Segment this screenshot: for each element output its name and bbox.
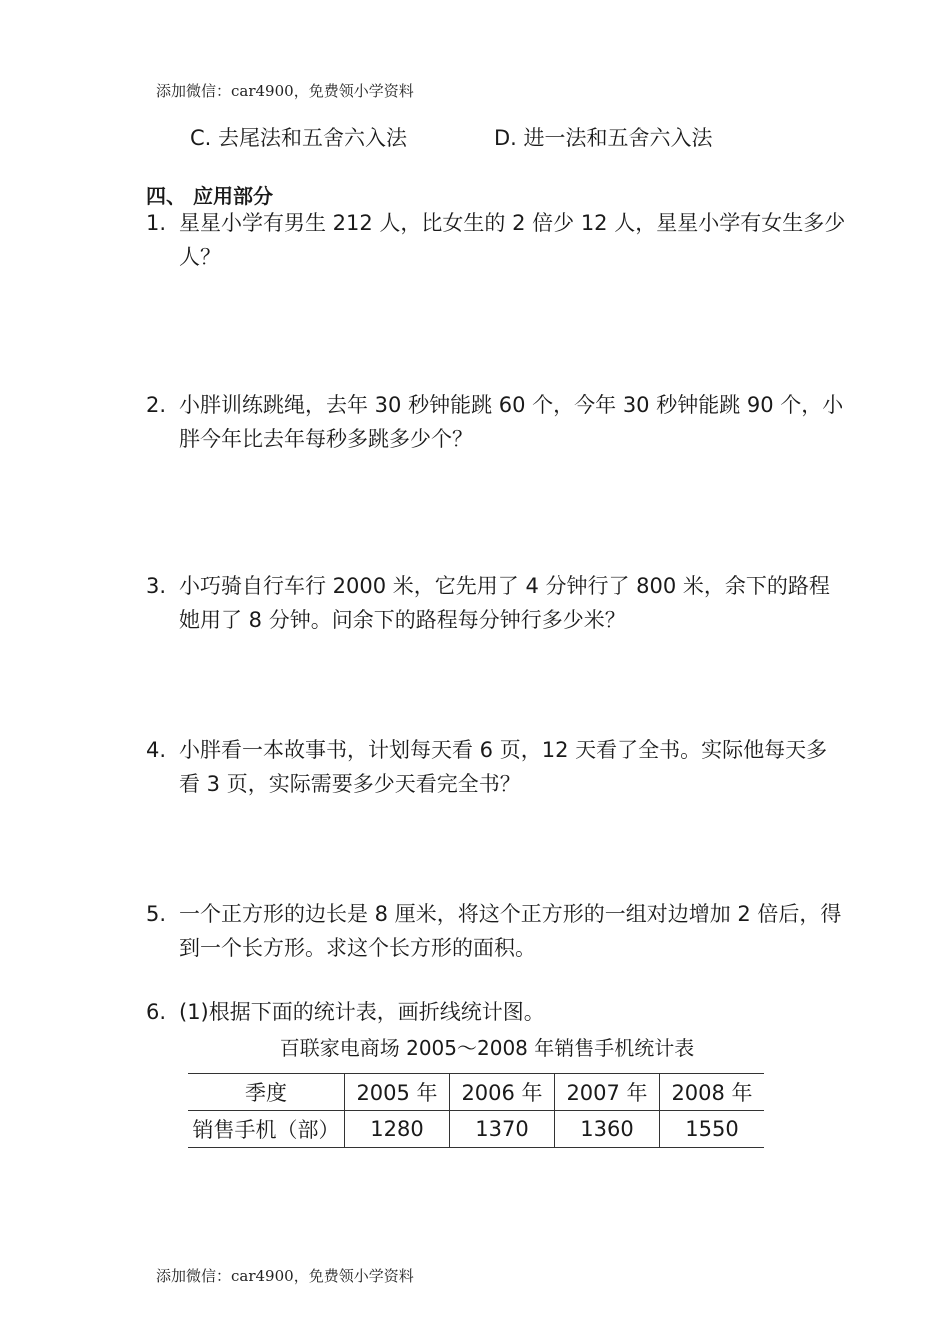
- question-number: 2.: [146, 393, 167, 417]
- value-cell: 1550: [660, 1111, 765, 1148]
- header-watermark-note: 添加微信：car4900，免费领小学资料: [156, 82, 414, 100]
- header-cell: 季度: [188, 1074, 345, 1111]
- question-number: 5.: [146, 902, 167, 926]
- sales-table: [188, 1073, 764, 1148]
- option-c: C. 去尾法和五舍六入法: [190, 126, 408, 150]
- question-text: 小巧骑自行车行 2000 米，它先用了 4 分钟行了 800 米，余下的路程她用了 8 分钟。问余下的路程每分钟行多少米？: [179, 574, 830, 632]
- row-label-cell: 销售手机（部）: [188, 1111, 345, 1148]
- question-4: [146, 733, 846, 801]
- value-cell: 1370: [450, 1111, 555, 1148]
- question-text: (1)根据下面的统计表，画折线统计图。: [179, 1000, 545, 1024]
- option-d: D. 进一法和五舍六入法: [494, 126, 713, 150]
- question-text: 小胖看一本故事书，计划每天看 6 页，12 天看了全书。实际他每天多看 3 页，实际需要多少天看完全书？: [179, 738, 828, 796]
- question-2: [146, 388, 846, 456]
- header-cell: 2006 年: [450, 1074, 555, 1111]
- question-3: [146, 569, 846, 637]
- footer-watermark-note: 添加微信：car4900，免费领小学资料: [156, 1267, 414, 1285]
- header-cell: 2008 年: [660, 1074, 765, 1111]
- section-title: 四、 应用部分: [146, 184, 273, 208]
- table-row: [188, 1111, 764, 1148]
- header-cell: 2005 年: [345, 1074, 450, 1111]
- question-number: 3.: [146, 574, 167, 598]
- table-title: 百联家电商场 2005～2008 年销售手机统计表: [279, 1036, 695, 1060]
- question-text: 一个正方形的边长是 8 厘米，将这个正方形的一组对边增加 2 倍后，得到一个长方形。求这个长方形的面积。: [179, 902, 842, 960]
- question-number: 6.: [146, 1000, 167, 1024]
- value-cell: 1280: [345, 1111, 450, 1148]
- question-5: [146, 897, 846, 965]
- question-1: [146, 206, 846, 274]
- header-cell: 2007 年: [555, 1074, 660, 1111]
- question-6: [146, 995, 846, 1029]
- question-number: 1.: [146, 211, 167, 235]
- question-text: 星星小学有男生 212 人，比女生的 2 倍少 12 人，星星小学有女生多少人？: [179, 211, 846, 269]
- question-text: 小胖训练跳绳，去年 30 秒钟能跳 60 个，今年 30 秒钟能跳 90 个，小胖今年比去年每秒多跳多少个？: [179, 393, 844, 451]
- table-header-row: [188, 1074, 764, 1111]
- value-cell: 1360: [555, 1111, 660, 1148]
- question-number: 4.: [146, 738, 167, 762]
